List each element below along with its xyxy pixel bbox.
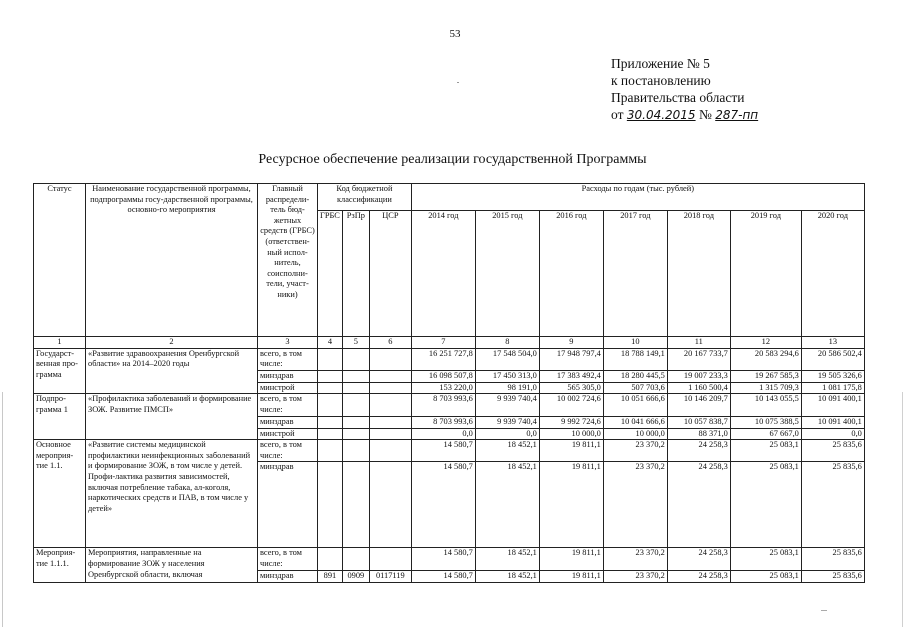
row-value: 0,0	[475, 428, 539, 440]
row-value: 153 220,0	[411, 382, 475, 394]
row-value: 10 002 724,6	[539, 394, 603, 416]
row-rzpr	[342, 440, 369, 462]
column-number: 1	[34, 337, 86, 349]
row-value: 10 091 400,1	[801, 394, 864, 416]
row-csr	[369, 548, 411, 570]
row-value: 1 081 175,8	[801, 382, 864, 394]
row-value: 16 251 727,8	[411, 348, 475, 370]
header-grbs-main: Главный распредели-тель бюд-жетных средств (ГРБС) (ответствен-ный испол-нитель, соисполни-тели, участ-ники)	[258, 184, 318, 337]
row-value: 14 580,7	[411, 548, 475, 570]
row-status: Государст-венная про-грамма	[34, 348, 86, 394]
header-year: 2020 год	[801, 211, 864, 337]
row-rzpr	[342, 348, 369, 370]
row-value: 19 811,1	[539, 548, 603, 570]
row-value: 10 075 388,5	[730, 416, 801, 428]
row-value: 18 452,1	[475, 570, 539, 582]
row-value: 24 258,3	[667, 570, 730, 582]
scan-speck	[821, 610, 827, 611]
column-number: 6	[369, 337, 411, 349]
row-value: 507 703,6	[603, 382, 667, 394]
header-csr: ЦСР	[369, 211, 411, 337]
row-grbs-main: минстрой	[258, 428, 318, 440]
number-label: №	[698, 107, 712, 122]
row-value: 24 258,3	[667, 462, 730, 548]
row-value: 9 939 740,4	[475, 394, 539, 416]
row-value: 25 835,6	[801, 548, 864, 570]
row-value: 19 811,1	[539, 462, 603, 548]
row-value: 18 452,1	[475, 440, 539, 462]
row-value: 17 948 797,4	[539, 348, 603, 370]
row-grbs: 891	[318, 570, 343, 582]
page-number: 53	[449, 28, 461, 40]
header-year: 2014 год	[411, 211, 475, 337]
row-value: 18 452,1	[475, 548, 539, 570]
column-number: 3	[258, 337, 318, 349]
row-value: 10 000,0	[603, 428, 667, 440]
row-rzpr	[342, 428, 369, 440]
row-value: 14 580,7	[411, 570, 475, 582]
header-year: 2017 год	[603, 211, 667, 337]
row-value: 25 083,1	[730, 570, 801, 582]
row-rzpr	[342, 462, 369, 548]
row-value: 20 167 733,7	[667, 348, 730, 370]
row-grbs	[318, 382, 343, 394]
row-status: Мероприя-тие 1.1.1.	[34, 548, 86, 582]
row-value: 88 371,0	[667, 428, 730, 440]
row-csr	[369, 394, 411, 416]
row-value: 9 992 724,6	[539, 416, 603, 428]
header-year: 2018 год	[667, 211, 730, 337]
row-status: Подпро-грамма 1	[34, 394, 86, 440]
row-value: 19 811,1	[539, 570, 603, 582]
resource-table	[33, 183, 865, 583]
row-name: Мероприятия, направленные на формирование ЗОЖ у населения Оренбургской области, включая	[86, 548, 258, 582]
row-csr	[369, 382, 411, 394]
row-csr	[369, 370, 411, 382]
column-number: 9	[539, 337, 603, 349]
appendix-line-2: к постановлению	[611, 73, 711, 88]
row-value: 8 703 993,6	[411, 416, 475, 428]
row-value: 18 452,1	[475, 462, 539, 548]
row-rzpr	[342, 394, 369, 416]
row-value: 10 143 055,5	[730, 394, 801, 416]
header-name: Наименование государственной программы, подпрограммы госу-дарственной программы, основно-го мероприятия	[86, 184, 258, 337]
row-csr: 0117119	[369, 570, 411, 582]
column-number-row	[34, 337, 865, 349]
row-grbs	[318, 416, 343, 428]
header-year: 2016 год	[539, 211, 603, 337]
row-value: 25 083,1	[730, 548, 801, 570]
row-value: 17 450 313,0	[475, 370, 539, 382]
column-number: 7	[411, 337, 475, 349]
row-value: 24 258,3	[667, 440, 730, 462]
row-grbs	[318, 394, 343, 416]
column-number: 13	[801, 337, 864, 349]
row-value: 10 146 209,7	[667, 394, 730, 416]
row-value: 23 370,2	[603, 462, 667, 548]
row-csr	[369, 348, 411, 370]
row-value: 1 315 709,3	[730, 382, 801, 394]
row-grbs	[318, 348, 343, 370]
row-grbs	[318, 440, 343, 462]
row-value: 17 383 492,4	[539, 370, 603, 382]
row-rzpr	[342, 416, 369, 428]
handwritten-number: 287-пп	[715, 108, 759, 122]
row-value: 20 586 502,4	[801, 348, 864, 370]
row-rzpr	[342, 370, 369, 382]
row-value: 1 160 500,4	[667, 382, 730, 394]
row-value: 14 580,7	[411, 462, 475, 548]
row-value: 18 280 445,5	[603, 370, 667, 382]
row-value: 0,0	[411, 428, 475, 440]
row-grbs-main: минстрой	[258, 382, 318, 394]
row-grbs-main: минздрав	[258, 416, 318, 428]
row-rzpr: 0909	[342, 570, 369, 582]
header-expenses: Расходы по годам (тыс. рублей)	[411, 184, 864, 211]
row-csr	[369, 416, 411, 428]
row-name: «Профилактика заболеваний и формирование ЗОЖ. Развитие ПМСП»	[86, 394, 258, 440]
row-value: 19 267 585,3	[730, 370, 801, 382]
column-number: 5	[342, 337, 369, 349]
row-value: 25 083,1	[730, 462, 801, 548]
row-value: 14 580,7	[411, 440, 475, 462]
row-rzpr	[342, 548, 369, 570]
row-csr	[369, 440, 411, 462]
row-value: 16 098 507,8	[411, 370, 475, 382]
row-grbs-main: всего, в том числе:	[258, 394, 318, 416]
row-name: «Развитие здравоохранения Оренбургской области» на 2014–2020 годы	[86, 348, 258, 394]
header-grbs: ГРБС	[318, 211, 343, 337]
appendix-line-4	[611, 106, 758, 124]
row-grbs	[318, 428, 343, 440]
row-value: 23 370,2	[603, 440, 667, 462]
row-value: 565 305,0	[539, 382, 603, 394]
row-value: 10 051 666,6	[603, 394, 667, 416]
row-value: 8 703 993,6	[411, 394, 475, 416]
row-grbs-main: минздрав	[258, 462, 318, 548]
row-grbs-main: всего, в том числе:	[258, 548, 318, 570]
row-grbs	[318, 370, 343, 382]
handwritten-date: 30.04.2015	[626, 108, 696, 122]
row-value: 0,0	[801, 428, 864, 440]
row-value: 24 258,3	[667, 548, 730, 570]
row-value: 18 788 149,1	[603, 348, 667, 370]
row-grbs-main: минздрав	[258, 370, 318, 382]
appendix-line-3: Правительства области	[611, 90, 745, 105]
row-value: 9 939 740,4	[475, 416, 539, 428]
table-row	[34, 348, 865, 370]
table-row	[34, 394, 865, 416]
row-value: 25 835,6	[801, 440, 864, 462]
appendix-line-1: Приложение № 5	[611, 56, 710, 71]
row-grbs-main: всего, в том числе:	[258, 348, 318, 370]
row-value: 10 057 838,7	[667, 416, 730, 428]
row-value: 98 191,0	[475, 382, 539, 394]
from-label: от	[611, 107, 624, 122]
column-number: 8	[475, 337, 539, 349]
row-value: 10 041 666,6	[603, 416, 667, 428]
scan-edge-line	[2, 392, 3, 627]
row-grbs	[318, 462, 343, 548]
row-value: 25 083,1	[730, 440, 801, 462]
header-year: 2019 год	[730, 211, 801, 337]
row-grbs	[318, 548, 343, 570]
column-number: 12	[730, 337, 801, 349]
row-value: 10 091 400,1	[801, 416, 864, 428]
document-title: Ресурсное обеспечение реализации государственной Программы	[258, 152, 647, 167]
row-value: 20 583 294,6	[730, 348, 801, 370]
row-status: Основное мероприя-тие 1.1.	[34, 440, 86, 548]
row-rzpr	[342, 382, 369, 394]
row-value: 17 548 504,0	[475, 348, 539, 370]
row-value: 23 370,2	[603, 548, 667, 570]
row-value: 67 667,0	[730, 428, 801, 440]
row-name: «Развитие системы медицинской профилактики неинфекционных заболеваний и формирование ЗОЖ, в том числе у детей. Профи-лактика развития зависимостей, включая потребление табака, ал-коголя, наркотических средств и ПАВ, в том числе у детей»	[86, 440, 258, 548]
header-budget-code: Код бюджетной классификации	[318, 184, 412, 211]
row-value: 23 370,2	[603, 570, 667, 582]
column-number: 4	[318, 337, 343, 349]
column-number: 10	[603, 337, 667, 349]
row-value: 25 835,6	[801, 462, 864, 548]
row-value: 19 811,1	[539, 440, 603, 462]
header-status: Статус	[34, 184, 86, 337]
table-row	[34, 440, 865, 462]
row-csr	[369, 462, 411, 548]
appendix-header	[611, 55, 758, 124]
header-row	[34, 184, 865, 211]
header-year: 2015 год	[475, 211, 539, 337]
row-csr	[369, 428, 411, 440]
row-value: 19 007 233,3	[667, 370, 730, 382]
row-value: 19 505 326,6	[801, 370, 864, 382]
row-grbs-main: минздрав	[258, 570, 318, 582]
table-row	[34, 548, 865, 570]
scan-edge-line	[902, 392, 903, 627]
header-rzpr: РзПр	[342, 211, 369, 337]
scan-speck	[457, 82, 459, 83]
column-number: 11	[667, 337, 730, 349]
row-grbs-main: всего, в том числе:	[258, 440, 318, 462]
row-value: 25 835,6	[801, 570, 864, 582]
row-value: 10 000,0	[539, 428, 603, 440]
column-number: 2	[86, 337, 258, 349]
